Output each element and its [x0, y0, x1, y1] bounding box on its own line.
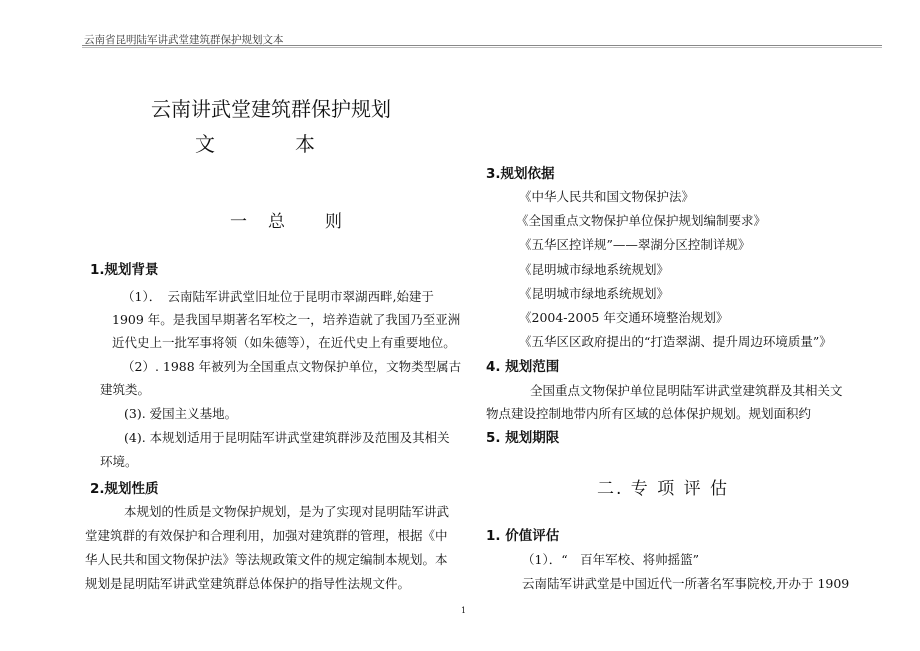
paragraph-line: (4). 本规划适用于昆明陆军讲武堂建筑群涉及范围及其相关 — [124, 430, 450, 445]
chapter-heading-general: 一 总 则 — [230, 212, 344, 232]
paragraph-line: 建筑类。 — [100, 382, 151, 397]
paragraph-line: （1）．“ 百年军校、将帅摇篮” — [522, 552, 699, 567]
paragraph-line: 1909 年。是我国早期著名军校之一，培养造就了我国乃至亚洲 — [112, 312, 461, 327]
paragraph-line: 堂建筑群的有效保护和合理利用，加强对建筑群的管理，根据《中 — [85, 528, 448, 543]
running-header: 云南省昆明陆军讲武堂建筑群保护规划文本 — [84, 34, 284, 46]
basis-item: 《昆明城市绿地系统规划》 — [519, 286, 670, 301]
title-ben: 本 — [295, 132, 315, 156]
section-heading-scope: 4. 规划范围 — [486, 359, 560, 375]
paragraph-line: （1）． 云南陆军讲武堂旧址位于昆明市翠湖西畔,始建于 — [122, 289, 434, 304]
section-heading-basis: 3.规划依据 — [486, 166, 555, 182]
title-wen: 文 — [195, 132, 215, 156]
paragraph-line: （2）. 1988 年被列为全国重点文物保护单位，文物类型属古 — [122, 359, 462, 374]
paragraph-line: (3). 爱国主义基地。 — [124, 406, 238, 421]
paragraph-line: 物点建设控制地带内所有区域的总体保护规划。规划面积约 — [486, 406, 812, 421]
basis-item: 《五华区控详规”——翠湖分区控制详规》 — [519, 237, 751, 252]
page-number: 1 — [461, 606, 467, 615]
paragraph-line: 全国重点文物保护单位昆明陆军讲武堂建筑群及其相关文 — [530, 383, 843, 398]
paragraph-line: 环境。 — [100, 454, 138, 469]
paragraph-line: 规划是昆明陆军讲武堂建筑群总体保护的指导性法规文件。 — [85, 576, 411, 591]
basis-item: 《五华区区政府提出的“打造翠湖、提升周边环境质量”》 — [519, 334, 832, 349]
basis-item: 《全国重点文物保护单位保护规划编制要求》 — [516, 213, 767, 228]
paragraph-line: 本规划的性质是文物保护规划，是为了实现对昆明陆军讲武 — [124, 504, 450, 519]
basis-item: 《中华人民共和国文物保护法》 — [519, 189, 695, 204]
section-heading-value: 1. 价值评估 — [486, 528, 560, 544]
paragraph-line: 近代史上一批军事将领（如朱德等），在近代史上有重要地位。 — [112, 335, 456, 350]
basis-item: 《昆明城市绿地系统规划》 — [519, 262, 670, 277]
section-heading-period: 5. 规划期限 — [486, 430, 560, 446]
basis-item: 《2004-2005 年交通环境整治规划》 — [519, 310, 729, 325]
document-title: 云南讲武堂建筑群保护规划 — [151, 97, 391, 121]
paragraph-line: 华人民共和国文物保护法》等法规政策文件的规定编制本规划。本 — [85, 552, 448, 567]
chapter-heading-assessment: 二. 专 项 评 估 — [597, 479, 730, 499]
section-heading-nature: 2.规划性质 — [90, 481, 159, 497]
paragraph-line: 云南陆军讲武堂是中国近代一所著名军事院校,开办于 1909 — [522, 576, 850, 591]
section-heading-background: 1.规划背景 — [90, 262, 159, 278]
header-divider — [82, 45, 882, 48]
